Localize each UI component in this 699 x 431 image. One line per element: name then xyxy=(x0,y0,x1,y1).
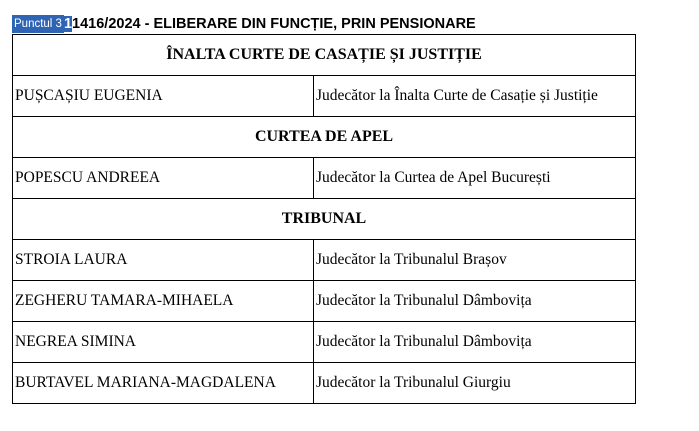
judge-position: Judecător la Tribunalul Giurgiu xyxy=(314,363,636,404)
judge-name: STROIA LAURA xyxy=(13,240,314,281)
judge-position: Judecător la Tribunalul Brașov xyxy=(314,240,636,281)
table-row xyxy=(13,240,636,281)
judge-position: Judecător la Curtea de Apel București xyxy=(314,158,636,199)
section-header-row xyxy=(13,117,636,158)
section-header-row xyxy=(13,199,636,240)
table-row xyxy=(13,76,636,117)
section-header-row xyxy=(13,35,636,76)
judge-position: Judecător la Înalta Curte de Casație și Justiție xyxy=(314,76,636,117)
table-row xyxy=(13,322,636,363)
selected-digit: 1 xyxy=(63,16,73,32)
judge-position: Judecător la Tribunalul Dâmbovița xyxy=(314,322,636,363)
judge-position: Judecător la Tribunalul Dâmbovița xyxy=(314,281,636,322)
section-title: ÎNALTA CURTE DE CASAȚIE ȘI JUSTIȚIE xyxy=(13,35,636,76)
judge-name: NEGREA SIMINA xyxy=(13,322,314,363)
heading-title: 1416/2024 - ELIBERARE DIN FUNCȚIE, PRIN PENSIONARE xyxy=(72,16,476,32)
table-row xyxy=(13,281,636,322)
judge-name: ZEGHERU TAMARA-MIHAELA xyxy=(13,281,314,322)
item-tag[interactable]: Punctul 3 xyxy=(12,15,64,33)
document-heading xyxy=(12,14,476,34)
table-row xyxy=(13,158,636,199)
judge-name: POPESCU ANDREEA xyxy=(13,158,314,199)
section-title: TRIBUNAL xyxy=(13,199,636,240)
judge-name: BURTAVEL MARIANA-MAGDALENA xyxy=(13,363,314,404)
table-row xyxy=(13,363,636,404)
section-title: CURTEA DE APEL xyxy=(13,117,636,158)
pension-release-table xyxy=(12,34,636,404)
judge-name: PUȘCAȘIU EUGENIA xyxy=(13,76,314,117)
